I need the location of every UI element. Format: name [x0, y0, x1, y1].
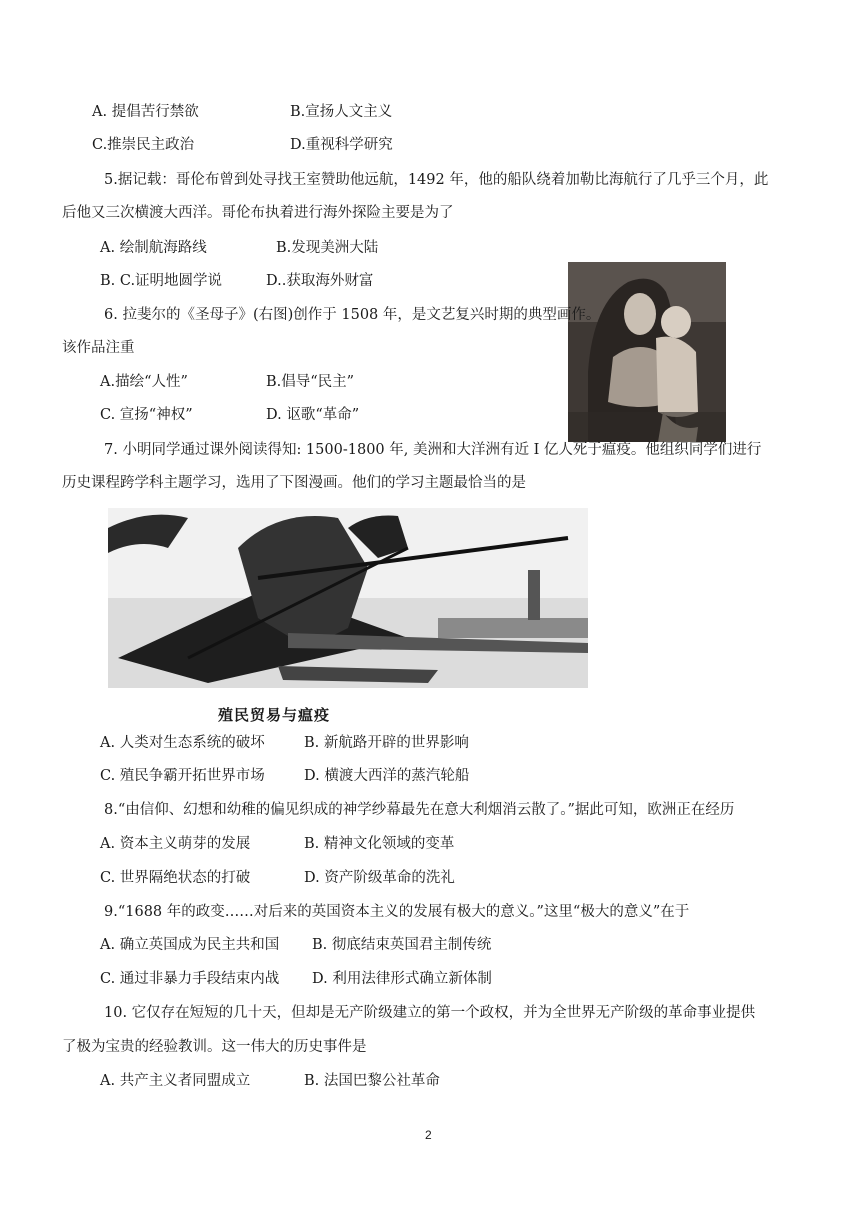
q7-option-c: C. 殖民争霸开拓世界市场 [100, 768, 265, 784]
q6-option-a: A.描绘“人性” [100, 374, 188, 390]
q4-option-c: C.推崇民主政治 [92, 137, 195, 153]
q7-stem-line2: 历史课程跨学科主题学习，选用了下图漫画。他们的学习主题最恰当的是 [62, 475, 526, 491]
q6-stem-line2: 该作品注重 [62, 340, 135, 356]
q6-option-c: C. 宣扬“神权” [100, 407, 193, 423]
q8-option-a: A. 资本主义萌芽的发展 [100, 836, 251, 852]
q5-option-c: B. C.证明地圆学说 [100, 273, 223, 289]
q7-option-a: A. 人类对生态系统的破坏 [100, 735, 265, 751]
q8-stem-line1: 8.“由信仰、幻想和幼稚的偏见织成的神学纱幕最先在意大利烟消云散了。”据此可知，欧洲正在经历 [104, 802, 735, 818]
page-number: 2 [425, 1128, 432, 1142]
q6-option-d: D. 讴歌“革命” [266, 407, 360, 423]
colonial-plague-cartoon [108, 508, 588, 688]
q10-option-b: B. 法国巴黎公社革命 [304, 1073, 440, 1089]
q5-option-b: B.发现美洲大陆 [276, 240, 379, 256]
q6-option-b: B.倡导“民主” [266, 374, 355, 390]
q5-option-d: D..获取海外财富 [266, 273, 374, 289]
q10-option-a: A. 共产主义者同盟成立 [100, 1073, 251, 1089]
q8-option-c: C. 世界隔绝状态的打破 [100, 870, 251, 886]
q5-option-a: A. 绘制航海路线 [100, 240, 207, 256]
q9-stem-line1: 9.“1688 年的政变……对后来的英国资本主义的发展有极大的意义。”这里“极大的意义”在于 [104, 904, 690, 920]
q9-option-d: D. 利用法律形式确立新体制 [312, 971, 492, 987]
q4-option-a: A. 提倡苦行禁欲 [92, 104, 199, 120]
q9-option-c: C. 通过非暴力手段结束内战 [100, 971, 280, 987]
cartoon-caption: 殖民贸易与瘟疫 [218, 706, 331, 724]
q7-stem-line1: 7. 小明同学通过课外阅读得知: 1500-1800 年, 美洲和大洋洲有近 I 亿人死于瘟疫。他组织同学们进行 [104, 442, 762, 458]
q6-stem-line1: 6. 拉斐尔的《圣母子》(右图)创作于 1508 年，是文艺复兴时期的典型画作。 [104, 307, 601, 323]
q4-option-b: B.宣扬人文主义 [290, 104, 393, 120]
q7-option-d: D. 横渡大西洋的蒸汽轮船 [304, 768, 470, 784]
q5-stem-line2: 后他又三次横渡大西洋。哥伦布执着进行海外探险主要是为了 [62, 205, 454, 221]
q10-stem-line2: 了极为宝贵的经验教训。这一伟大的历史事件是 [62, 1039, 367, 1055]
madonna-child-painting [568, 262, 726, 442]
q8-option-d: D. 资产阶级革命的洗礼 [304, 870, 455, 886]
q10-stem-line1: 10. 它仅存在短短的几十天，但却是无产阶级建立的第一个政权，并为全世界无产阶级的革命事业提供 [104, 1005, 756, 1021]
q4-option-d: D.重视科学研究 [290, 137, 393, 153]
q8-option-b: B. 精神文化领域的变革 [304, 836, 455, 852]
q5-stem-line1: 5.据记载：哥伦布曾到处寻找王室赞助他远航，1492 年，他的船队绕着加勒比海航行了几乎三个月，此 [104, 172, 769, 188]
q9-option-b: B. 彻底结束英国君主制传统 [312, 937, 492, 953]
q9-option-a: A. 确立英国成为民主共和国 [100, 937, 280, 953]
q7-option-b: B. 新航路开辟的世界影响 [304, 735, 469, 751]
